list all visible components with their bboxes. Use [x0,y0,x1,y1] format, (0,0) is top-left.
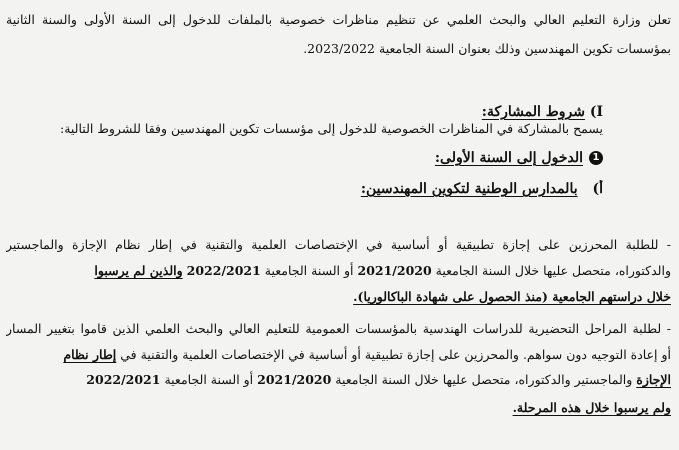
para-2-line-3-text: والماجستير والدكتوراه، متحصل عليها خلال السنة الجامعية [335,372,633,387]
intro-line-2: بمؤسسات تكوين المهندسين وذلك بعنوان السنة الجامعية 2023/2022. [303,41,671,56]
intro-line-1: تعلن وزارة التعليم العالي والبحث العلمي عن تنظيم مناظرات خصوصية بالملفات للدخول إلى السنة الأولى والسنة الثانية [6,12,671,27]
subsection-1-title: الدخول إلى السنة الأولى: [434,150,583,166]
para-2-line-3-bold: الإجازة [636,372,671,387]
para-1-line-2-text: والدكتوراه، متحصل عليها خلال السنة الجامعية [435,263,671,278]
para-2-line-1: - لطلبة المراحل التحضيرية للدراسات الهندسية بالمؤسسات العمومية للتعليم العالي والبحث العلمي الذين قاموا بتغيير المسار [6,321,671,336]
year-2022-2021-b: 2022/2021 [86,372,161,387]
year-2021-2020-b: 2021/2020 [257,372,332,387]
section-1-heading [6,103,603,121]
subsection-a-title: بالمدارس الوطنية لتكوين المهندسين: [360,181,578,197]
para-1-line-2-mid: أو السنة الجامعية [264,263,354,278]
para-2-line-2-text: أو إعادة التوجيه دون سواهم. والمحرزين على إجازة تطبيقية أو أساسية في الإختصاصات العلمية والتقنية في [120,347,671,362]
subsection-a-marker: أ) [592,181,603,197]
section-1-number: I) [589,104,603,120]
subsection-a-heading [6,180,603,198]
year-2021-2020: 2021/2020 [357,263,432,278]
year-2022-2021: 2022/2021 [186,263,261,278]
numbered-circle-icon: 1 [589,151,603,165]
para-1-line-2 [6,262,671,280]
subsection-1-heading [6,149,603,167]
para-1-line-1: - للطلبة المحرزين على إجازة تطبيقية أو أساسية في الإختصاصات العلمية والتقنية في إطار نظام الإجازة والماجستير [6,237,671,252]
section-1-title: شروط المشاركة: [481,104,585,120]
para-1-line-3: خلال دراستهم الجامعية (منذ الحصول على شهادة الباكالوريا). [353,289,671,304]
para-2-line-3 [6,371,671,389]
para-1-line-2-end: والذين لم يرسبوا [94,263,183,278]
para-2-line-4: ولم يرسبوا خلال هذه المرحلة. [512,400,671,415]
para-2-line-2-bold: إطار نظام [63,347,117,362]
para-2-line-2 [6,346,671,364]
para-2-line-3-mid: أو السنة الجامعية [164,372,254,387]
section-1-description: يسمح بالمشاركة في المناظرات الخصوصية للدخول إلى مؤسسات تكوين المهندسين وفقا للشروط التالية: [60,121,603,136]
